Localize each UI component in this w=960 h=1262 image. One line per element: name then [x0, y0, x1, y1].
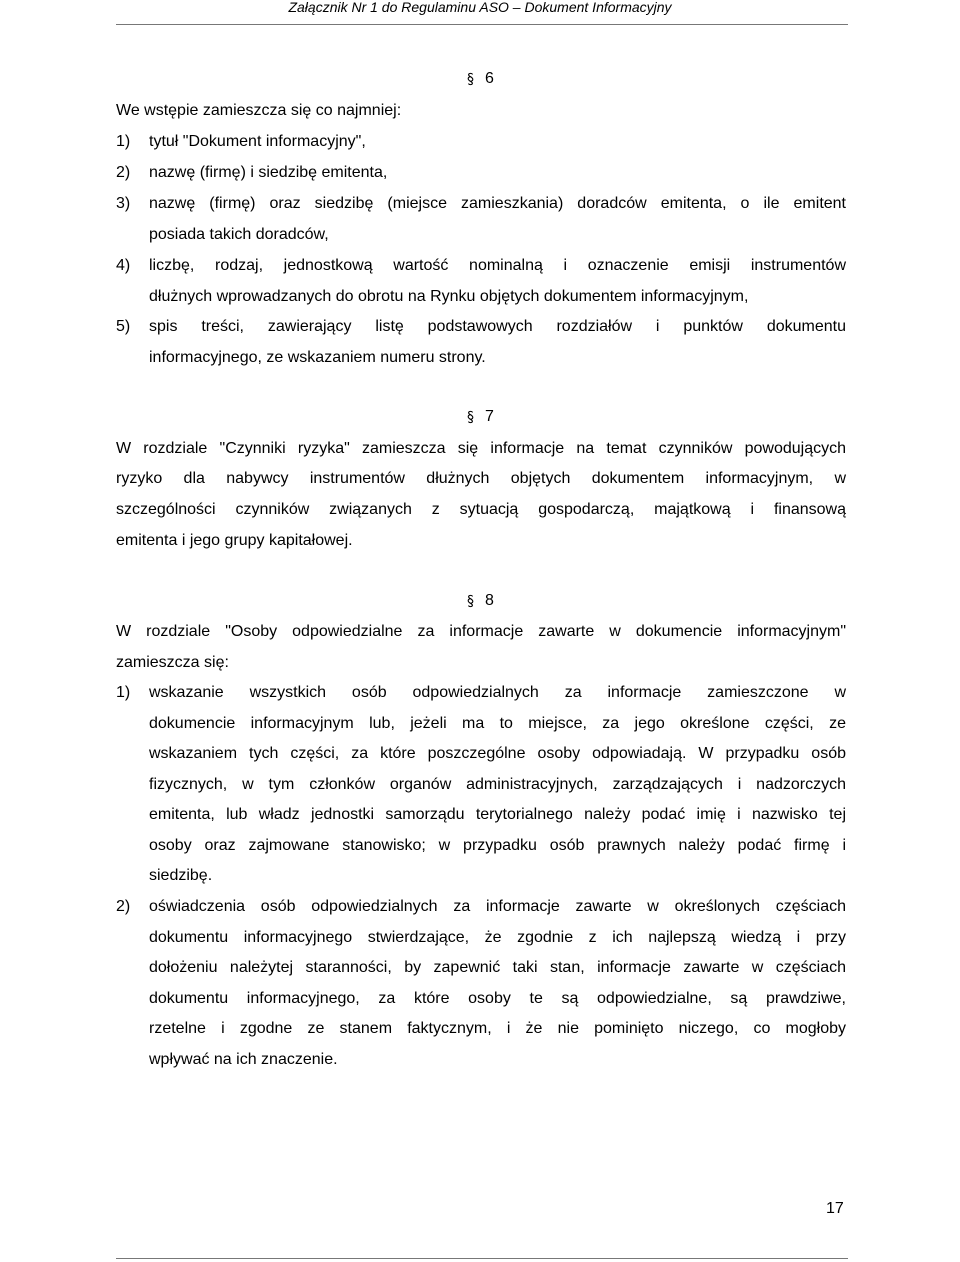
list-item-line: dłużnych wprowadzanych do obrotu na Rynku objętych dokumentem informacyjnym,	[149, 288, 749, 305]
list-number: 2)	[116, 164, 131, 181]
page-header	[0, 0, 960, 24]
list-item-line: fizycznych, w tym członków organów administracyjnych, zarządzających i nadzorczych	[149, 776, 846, 793]
list-item-line: spis treści, zawierający listę podstawowych rozdziałów i punktów dokumentu	[149, 318, 846, 335]
list-item-line: osoby oraz zajmowane stanowisko; w przypadku osób prawnych należy podać firmę i	[149, 837, 846, 854]
section-heading-8	[466, 592, 494, 610]
section-sign-icon	[466, 594, 475, 607]
list-number: 4)	[116, 257, 131, 274]
section-sign-icon	[466, 72, 475, 85]
paragraph-line: We wstępie zamieszcza się co najmniej:	[116, 102, 402, 119]
list-item-line: informacyjnego, ze wskazaniem numeru strony.	[149, 349, 486, 366]
header-title: Załącznik Nr 1 do Regulaminu ASO – Dokument Informacyjny	[288, 0, 672, 15]
paragraph-line: ryzyko dla nabywcy instrumentów dłużnych objętych dokumentem informacyjnym, w	[116, 470, 846, 487]
list-item-line: nazwę (firmę) i siedzibę emitenta,	[149, 164, 388, 181]
paragraph-line: emitenta i jego grupy kapitałowej.	[116, 532, 353, 549]
paragraph-line: W rozdziale "Osoby odpowiedzialne za informacje zawarte w dokumencie informacyjnym"	[116, 623, 846, 640]
paragraph-line: szczególności czynników związanych z sytuacją gospodarczą, majątkową i finansową	[116, 501, 846, 518]
list-item-line: wpływać na ich znaczenie.	[149, 1051, 338, 1068]
paragraph-line: W rozdziale "Czynniki ryzyka" zamieszcza się informacje na temat czynników powodujących	[116, 440, 846, 457]
section-sign-icon	[466, 410, 475, 423]
list-item-line: dokumentu informacyjnego stwierdzające, że zgodnie z ich najlepszą wiedzą i przy	[149, 929, 846, 946]
list-item-line: liczbę, rodzaj, jednostkową wartość nominalną i oznaczenie emisji instrumentów	[149, 257, 846, 274]
list-item-line: wskazanie wszystkich osób odpowiedzialnych za informacje zamieszczone w	[149, 684, 846, 701]
list-item-line: dokumentu informacyjnego, za które osoby te są odpowiedzialne, są prawdziwe,	[149, 990, 846, 1007]
list-item-line: posiada takich doradców,	[149, 226, 329, 243]
list-item-line: rzetelne i zgodne ze stanem faktycznym, i że nie pominięto niczego, co mogłoby	[149, 1020, 846, 1037]
list-number: 1)	[116, 133, 131, 150]
section-heading-6	[466, 70, 494, 88]
footer-divider	[116, 1258, 848, 1259]
list-number: 2)	[116, 898, 131, 915]
list-item-line: siedzibę.	[149, 867, 213, 884]
section-number: 8	[485, 592, 494, 609]
list-number: 1)	[116, 684, 131, 701]
header-divider	[116, 24, 848, 25]
section-number: 6	[485, 70, 494, 87]
list-number: 3)	[116, 195, 131, 212]
list-item-line: nazwę (firmę) oraz siedzibę (miejsce zamieszkania) doradców emitenta, o ile emitent	[149, 195, 846, 212]
paragraph-line: zamieszcza się:	[116, 654, 229, 671]
list-number: 5)	[116, 318, 131, 335]
list-item-line: wskazaniem tych części, za które poszczególne osoby odpowiadają. W przypadku osób	[149, 745, 846, 762]
section-heading-7	[466, 408, 494, 426]
section-number: 7	[485, 408, 494, 425]
list-item-line: oświadczenia osób odpowiedzialnych za informacje zawarte w określonych częściach	[149, 898, 846, 915]
list-item-line: dołożeniu należytej staranności, by zapewnić taki stan, informacje zawarte w częściach	[149, 959, 846, 976]
page-number: 17	[826, 1200, 844, 1217]
list-item-line: dokumencie informacyjnym lub, jeżeli ma to miejsce, za jego określone części, ze	[149, 715, 846, 732]
list-item-line: tytuł "Dokument informacyjny",	[149, 133, 366, 150]
list-item-line: emitenta, lub władz jednostki samorządu terytorialnego należy podać imię i nazwisko tej	[149, 806, 846, 823]
